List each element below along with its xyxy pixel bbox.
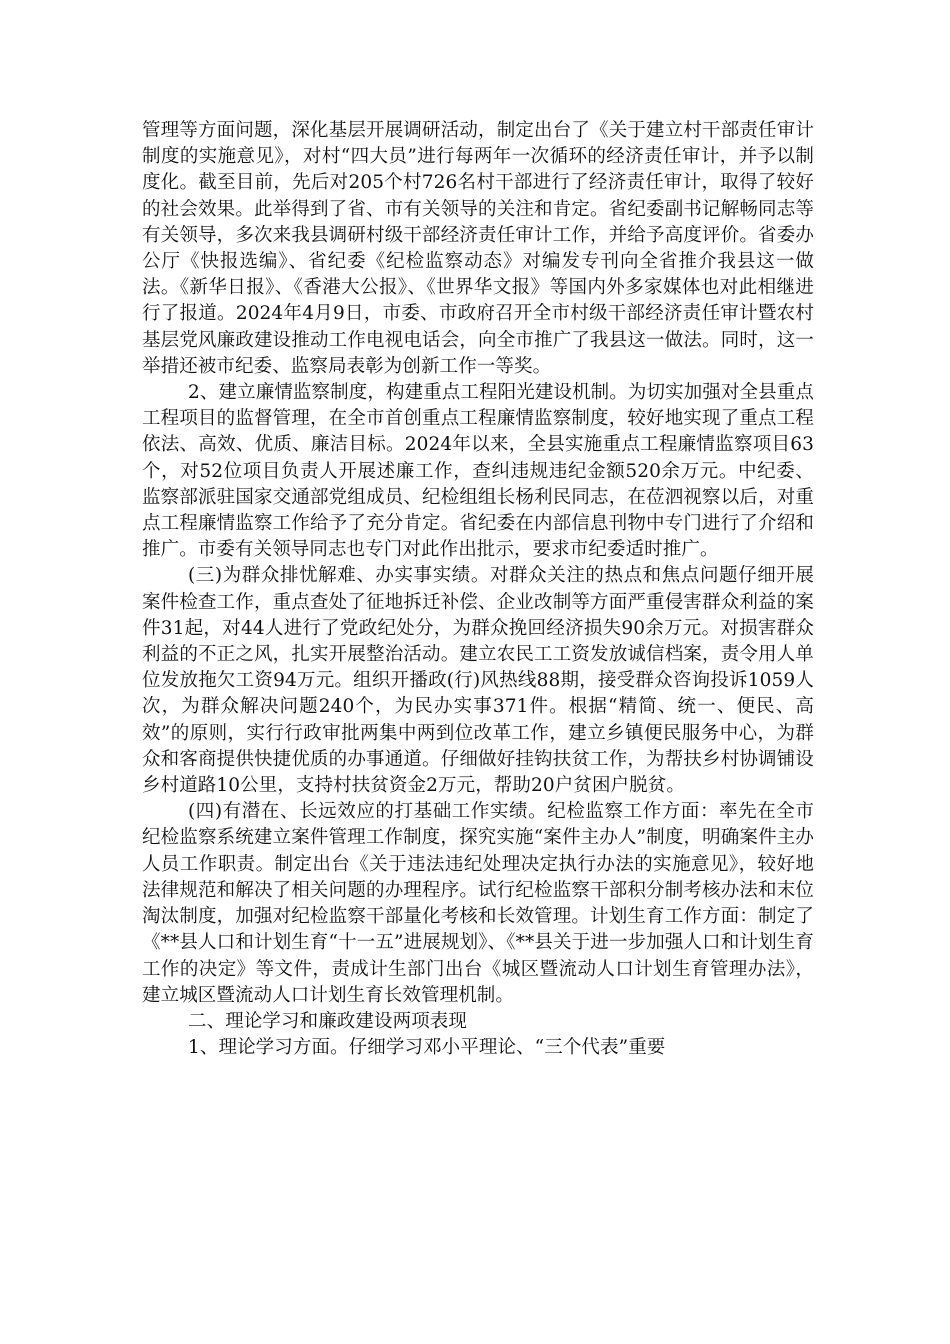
paragraph-4: (四)有潜在、长远效应的打基础工作实绩。纪检监察工作方面：率先在全市纪检监察系统建立案件管理工作制度，探究实施“案件主办人”制度，明确案件主办人员工作职责。制定出台《关于违法违纪处理决定执行办法的实施意见》，较好地法律规范和解决了相关问题的办理程序。试行纪检监察干部积分制考核办法和末位淘汰制度，加强对纪检监察干部量化考核和长效管理。计划生育工作方面：制定了《**县人口和计划生育“十一五”进展规划》、《**县关于进一步加强人口和计划生育工作的决定》等文件，责成计生部门出台《城区暨流动人口计划生育管理办法》，建立城区暨流动人口计划生育长效管理机制。 [142,801,814,1006]
paragraph-1: 管理等方面问题，深化基层开展调研活动，制定出台了《关于建立村干部责任审计制度的实施意见》，对村“四大员”进行每两年一次循环的经济责任审计，并予以制度化。截至目前，先后对205个村726名村干部进行了经济责任审计，取得了较好的社会效果。此举得到了省、市有关领导的关注和肯定。省纪委副书记解畅同志等有关领导，多次来我县调研村级干部经济责任审计工作，并给予高度评价。省委办公厅《快报选编》、省纪委《纪检监察动态》对编发专刊向全省推介我县这一做法。《新华日报》、《香港大公报》、《世界华文报》等国内外多家媒体也对此相继进行了报道。2024年4月9日，市委、市政府召开全市村级干部经济责任审计暨农村基层党风廉政建设推动工作电视电话会，向全市推广了我县这一做法。同时，这一举措还被市纪委、监察局表彰为创新工作一等奖。 [142,120,814,377]
paragraph-5: 1、理论学习方面。仔细学习邓小平理论、“三个代表”重要 [188,1037,666,1059]
paragraph-2: 2、建立廉情监察制度，构建重点工程阳光建设机制。为切实加强对全县重点工程项目的监督管理，在全市首创重点工程廉情监察制度，较好地实现了重点工程依法、高效、优质、廉洁目标。2024年以来，全县实施重点工程廉情监察项目63个，对52位项目负责人开展述廉工作，查纠违规违纪金额520余万元。中纪委、监察部派驻国家交通部党组成员、纪检组组长杨利民同志，在莅泗视察以后，对重点工程廉情监察工作给予了充分肯定。省纪委在内部信息刊物中专门进行了介绍和推广。市委有关领导同志也专门对此作出批示，要求市纪委适时推广。 [142,382,814,561]
paragraph-3: (三)为群众排忧解难、办实事实绩。对群众关注的热点和焦点问题仔细开展案件检查工作，重点查处了征地拆迁补偿、企业改制等方面严重侵害群众利益的案件31起，对44人进行了党政纪处分，为群众挽回经济损失90余万元。对损害群众利益的不正之风，扎实开展整治活动。建立农民工工资发放诚信档案，责令用人单位发放拖欠工资94万元。组织开播政(行)风热线88期，接受群众咨询投诉1059人次，为群众解决问题240个，为民办实事371件。根据“精简、统一、便民、高效”的原则，实行行政审批两集中两到位改革工作，建立乡镇便民服务中心，为群众和客商提供快捷优质的办事通道。仔细做好挂钩扶贫工作，为帮扶乡村协调铺设乡村道路10公里，支持村扶贫资金2万元，帮助20户贫困户脱贫。 [142,565,814,797]
document-page [142,118,814,1061]
section-heading-2: 二、理论学习和廉政建设两项表现 [188,1010,468,1032]
